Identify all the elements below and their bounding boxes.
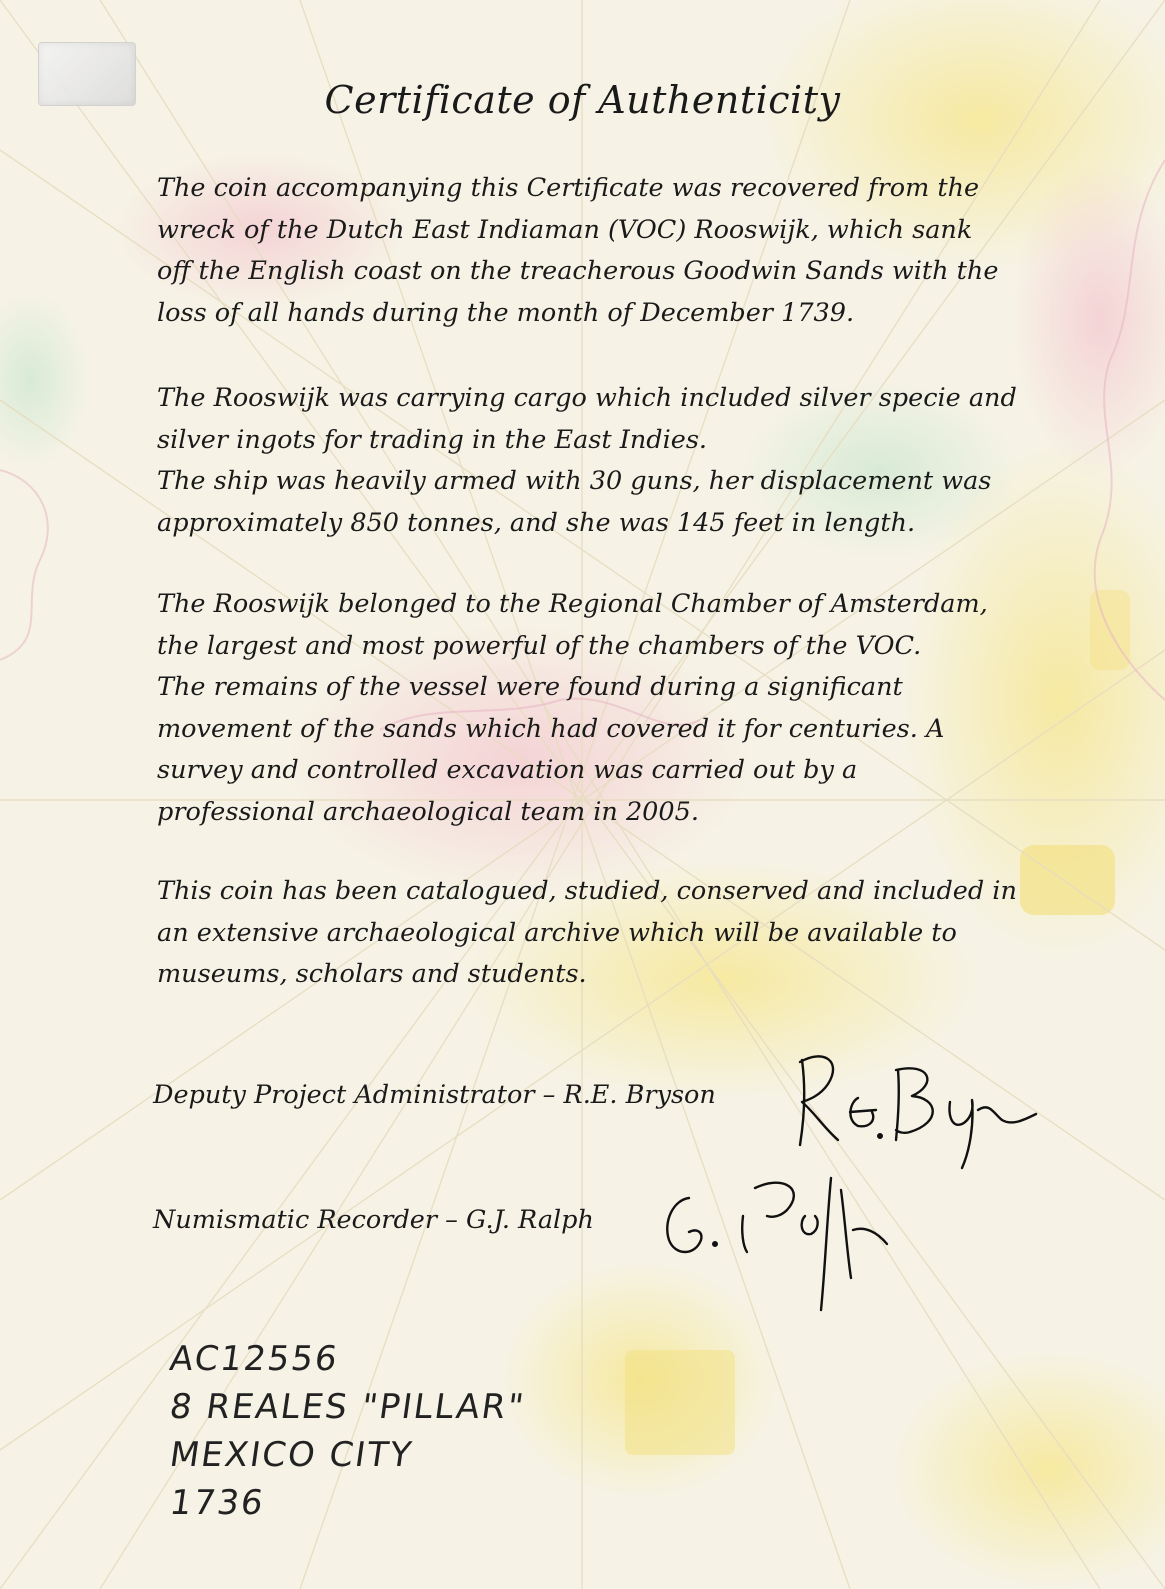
text-line: silver ingots for trading in the East Indies. xyxy=(157,424,708,455)
text-line: This coin has been catalogued, studied, conserved and included in xyxy=(157,876,1017,906)
text-line: the largest and most powerful of the chambers of the VOC. xyxy=(157,630,922,661)
paragraph-history xyxy=(157,584,1037,833)
handwritten-denomination: 8 REALES "PILLAR" xyxy=(167,1387,528,1427)
text-line: The ship was heavily armed with 30 guns, her displacement was xyxy=(157,466,992,496)
handwritten-mint: MEXICO CITY xyxy=(167,1435,416,1475)
text-line: approximately 850 tonnes, and she was 145 feet in length. xyxy=(157,507,916,538)
text-line: movement of the sands which had covered it for centuries. A xyxy=(157,713,945,744)
text-line: The coin accompanying this Certificate was recovered from the xyxy=(157,173,980,203)
text-line: The Rooswijk belonged to the Regional Chamber of Amsterdam, xyxy=(157,589,988,619)
signatory-numismatic-recorder: Numismatic Recorder – G.J. Ralph xyxy=(153,1205,594,1235)
text-line: The Rooswijk was carrying cargo which included silver specie and xyxy=(157,383,1017,413)
text-line: The remains of the vessel were found during a significant xyxy=(157,672,903,702)
text-line: an extensive archaeological archive which will be available to xyxy=(157,917,957,948)
text-line: wreck of the Dutch East Indiaman (VOC) Rooswijk, which sank xyxy=(157,214,973,245)
signature-bryson xyxy=(780,1040,1040,1180)
text-line: museums, scholars and students. xyxy=(157,959,587,989)
handwritten-catalogue-number: AC12556 xyxy=(167,1339,342,1379)
text-line: off the English coast on the treacherous Goodwin Sands with the xyxy=(157,256,999,286)
paragraph-cargo xyxy=(157,378,1037,544)
paragraph-recovery xyxy=(157,168,1037,334)
text-line: professional archaeological team in 2005. xyxy=(157,796,699,827)
paragraph-archive xyxy=(157,871,1037,996)
handwritten-year: 1736 xyxy=(167,1483,268,1523)
handwritten-coin-note xyxy=(167,1335,528,1527)
signatory-deputy-administrator: Deputy Project Administrator – R.E. Bryson xyxy=(153,1080,716,1110)
text-line: survey and controlled excavation was carried out by a xyxy=(157,755,858,785)
signature-ralph xyxy=(655,1160,895,1325)
certificate-title: Certificate of Authenticity xyxy=(324,78,841,122)
text-line: loss of all hands during the month of December 1739. xyxy=(157,297,855,328)
